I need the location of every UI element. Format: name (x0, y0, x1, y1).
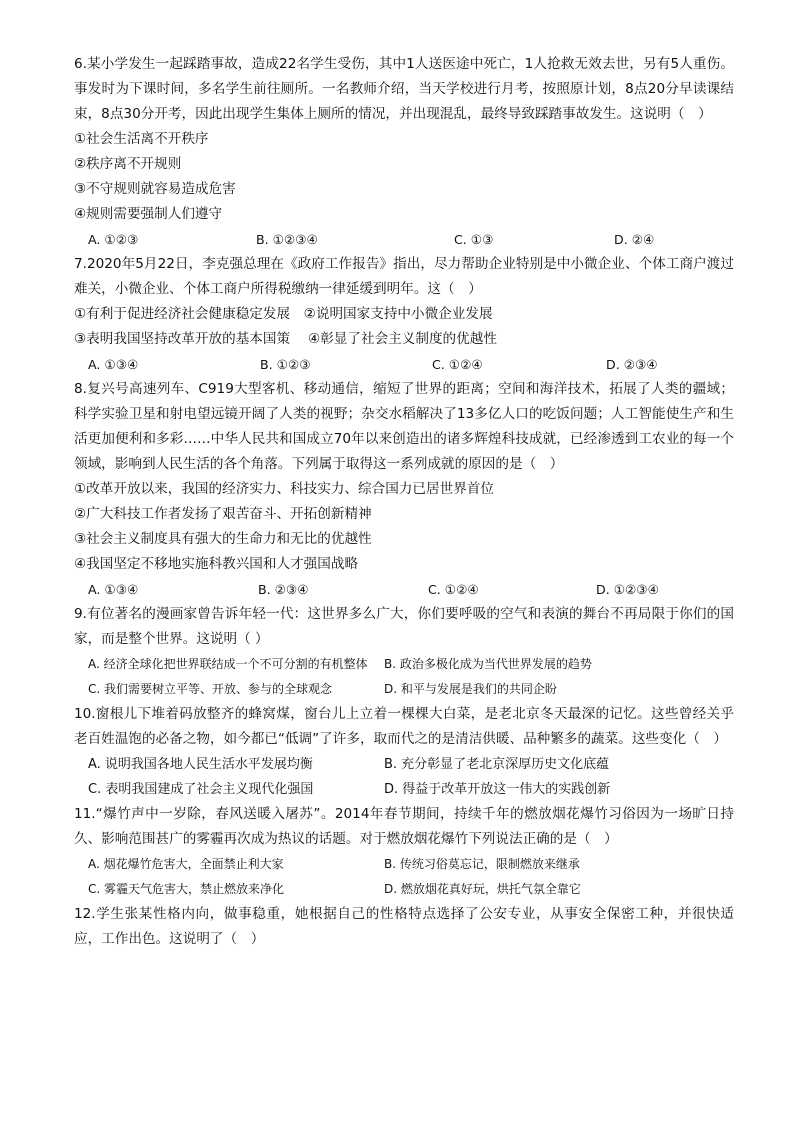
option-d: D. 燃放烟花真好玩，烘托气氛全靠它 (384, 882, 581, 896)
question-stem: 7.2020年5月22日，李克强总理在《政府工作报告》指出，尽力帮助企业特别是中小微企业、个体工商户渡过难关，小微企业、个体工商户所得税缴纳一律延缓到明年。这（ ） (74, 256, 734, 297)
option-a: A. ①②③ (88, 232, 139, 247)
question-6 (74, 52, 734, 252)
option-a: A. ①③④ (88, 357, 139, 372)
option-c: C. ①③ (454, 232, 494, 247)
option-d: D. 和平与发展是我们的共同企盼 (384, 682, 557, 696)
statement-line-1: ①有利于促进经济社会健康稳定发展 ②说明国家支持中小微企业发展 (74, 306, 493, 322)
options-row-1 (74, 752, 734, 777)
option-b: B. ①②③ (260, 357, 311, 372)
question-8 (74, 377, 734, 602)
option-a: A. 烟花爆竹危害大，全面禁止利大家 (88, 857, 284, 871)
option-b: B. 传统习俗莫忘记，限制燃放来继承 (384, 857, 580, 871)
statement-2: ②广大科技工作者发扬了艰苦奋斗、开拓创新精神 (74, 506, 372, 522)
statement-3: ③社会主义制度具有强大的生命力和无比的优越性 (74, 531, 372, 547)
question-11 (74, 802, 734, 902)
option-a: A. 说明我国各地人民生活水平发展均衡 (88, 757, 313, 772)
option-b: B. 充分彰显了老北京深厚历史文化底蕴 (384, 757, 610, 772)
statement-1: ①社会生活离不开秩序 (74, 131, 209, 147)
statement-line-2: ③表明我国坚持改革开放的基本国策 ④彰显了社会主义制度的优越性 (74, 331, 497, 347)
statement-2: ②秩序离不开规则 (74, 156, 182, 172)
option-b: B. ①②③④ (256, 232, 318, 247)
question-12 (74, 902, 734, 952)
options-row-1 (74, 652, 734, 677)
options-row-1 (74, 852, 734, 877)
question-7 (74, 252, 734, 377)
question-stem: 11.“爆竹声中一岁除，春风送暖入屠苏”。2014年春节期间，持续千年的燃放烟花爆竹习俗因为一场旷日持久、影响范围甚广的雾霾再次成为热议的话题。对于燃放烟花爆竹下列说法正确的是（ ） (74, 806, 734, 847)
statement-1: ①改革开放以来，我国的经济实力、科技实力、综合国力已居世界首位 (74, 481, 494, 497)
question-stem: 9.有位著名的漫画家曾告诉年轻一代：这世界多么广大，你们要呼吸的空气和表演的舞台不再局限于你们的国家，而是整个世界。这说明（ ） (74, 606, 734, 647)
option-c: C. ①②④ (432, 357, 483, 372)
statement-4: ④规则需要强制人们遵守 (74, 206, 223, 222)
question-stem: 8.复兴号高速列车、C919大型客机、移动通信，缩短了世界的距离；空间和海洋技术，拓展了人类的疆域；科学实验卫星和射电望远镜开阔了人类的视野；杂交水稻解决了13多亿人口的吃饭问题；人工智能使生产和生活更加便利和多彩……中华人民共和国成立70年以来创造出的诸多辉煌科技成就，已经渗透到工农业的每一个领域，影响到人民生活的各个角落。下列属于取得这一系列成就的原因的是（ ） (74, 381, 734, 472)
question-stem: 6.某小学发生一起踩踏事故，造成22名学生受伤，其中1人送医途中死亡，1人抢救无效去世，另有5人重伤。事发时为下课时间，多名学生前往厕所。一名教师介绍，当天学校进行月考，按照原计划，8点20分早读课结束，8点30分开考，因此出现学生集体上厕所的情况，并出现混乱，最终导致踩踏事故发生。这说明（ ） (74, 56, 734, 122)
statement-3: ③不守规则就容易造成危害 (74, 181, 236, 197)
option-d: D. 得益于改革开放这一伟大的实践创新 (384, 782, 611, 797)
option-b: B. 政治多极化成为当代世界发展的趋势 (384, 657, 592, 671)
question-9 (74, 602, 734, 702)
statement-4: ④我国坚定不移地实施科教兴国和人才强国战略 (74, 556, 359, 572)
option-c: C. 表明我国建成了社会主义现代化强国 (88, 782, 314, 797)
option-d: D. ②④ (614, 232, 655, 247)
question-stem: 12.学生张某性格内向，做事稳重，她根据自己的性格特点选择了公安专业，从事安全保密工种，并很快适应，工作出色。这说明了（ ） (74, 906, 734, 947)
options-row-2 (74, 777, 734, 802)
option-a: A. ①③④ (88, 582, 139, 597)
options-row-2 (74, 877, 734, 902)
question-10 (74, 702, 734, 802)
option-a: A. 经济全球化把世界联结成一个不可分割的有机整体 (88, 657, 368, 671)
question-stem: 10.窗根儿下堆着码放整齐的蜂窝煤，窗台儿上立着一棵棵大白菜，是老北京冬天最深的记忆。这些曾经关乎老百姓温饱的必备之物，如今都已“低调”了许多，取而代之的是清洁供暖、品种繁多的蔬菜。这些变化（ ） (74, 706, 734, 747)
option-d: D. ①②③④ (596, 582, 659, 597)
option-b: B. ②③④ (258, 582, 309, 597)
option-d: D. ②③④ (606, 357, 658, 372)
option-c: C. 我们需要树立平等、开放、参与的全球观念 (88, 682, 333, 696)
options-row (74, 227, 734, 252)
options-row (74, 577, 734, 602)
options-row (74, 352, 734, 377)
option-c: C. ①②④ (428, 582, 479, 597)
option-c: C. 雾霾天气危害大，禁止燃放来净化 (88, 882, 285, 896)
options-row-2 (74, 677, 734, 702)
